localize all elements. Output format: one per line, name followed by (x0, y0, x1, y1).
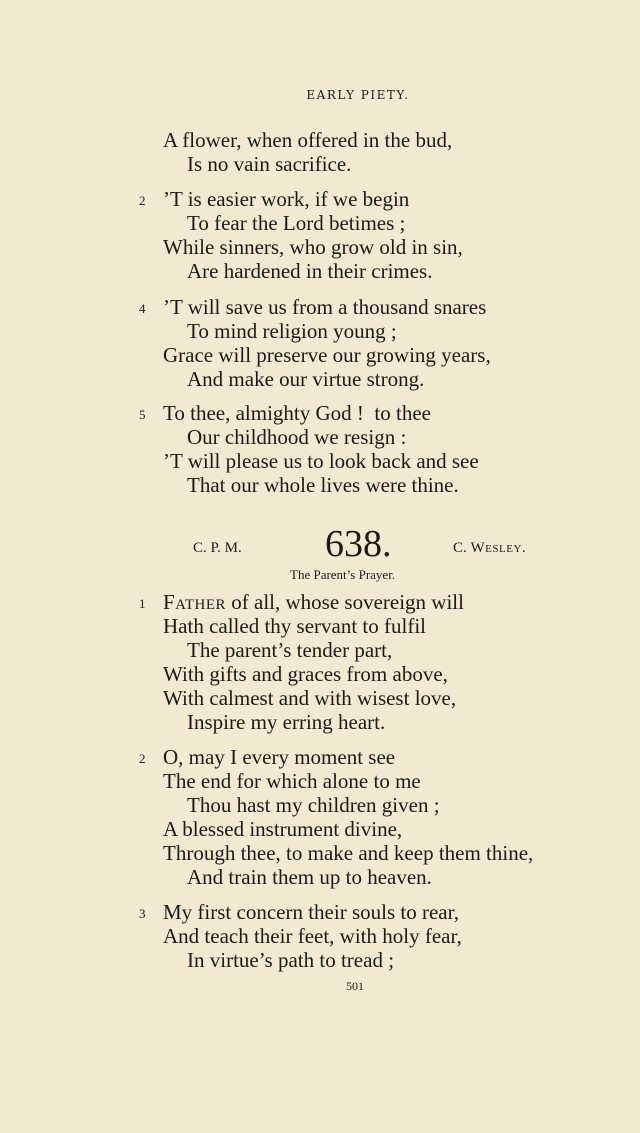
hymn-number: 638. (325, 523, 392, 565)
verse-line: A blessed instrument divine, (163, 817, 403, 841)
verse-line: Grace will preserve our growing years, (163, 343, 491, 367)
verse-line-rest: of all, whose sovereign will (226, 590, 464, 614)
verse-line: With gifts and graces from above, (163, 662, 448, 686)
first-word: Father (163, 590, 227, 614)
hymn-subtitle: The Parent’s Prayer. (290, 567, 396, 582)
verse-line: Is no vain sacrifice. (187, 152, 352, 176)
page-number: 501 (346, 979, 364, 993)
verse-line: A flower, when offered in the bud, (163, 128, 453, 152)
stanza-number: 3 (139, 906, 146, 921)
verse-line: To mind religion young ; (187, 319, 397, 343)
verse-line: With calmest and with wisest love, (163, 686, 457, 710)
verse-line: And teach their feet, with holy fear, (163, 924, 462, 948)
verse-line: The parent’s tender part, (187, 638, 393, 662)
stanza-number: 4 (139, 301, 146, 316)
verse-line: My first concern their souls to rear, (163, 900, 459, 924)
stanza-number: 1 (139, 596, 146, 611)
verse-line: The end for which alone to me (163, 769, 421, 793)
stanza-number: 2 (139, 193, 146, 208)
verse-line: Inspire my erring heart. (187, 710, 386, 734)
verse-line: In virtue’s path to tread ; (187, 948, 395, 972)
verse-line: ’T will save us from a thousand snares (163, 295, 487, 319)
verse-line: And train them up to heaven. (187, 865, 432, 889)
verse-line: Are hardened in their crimes. (187, 259, 433, 283)
verse-line: And make our virtue strong. (187, 367, 425, 391)
hymn-meter: C. P. M. (193, 540, 242, 556)
stanza-number: 5 (139, 407, 146, 422)
verse-line: To thee, almighty God ! to thee (163, 401, 431, 425)
verse-line: To fear the Lord betimes ; (187, 211, 406, 235)
author-surname: Wesley. (470, 540, 527, 556)
verse-line: While sinners, who grow old in sin, (163, 235, 463, 259)
verse-line: Hath called thy servant to fulfil (163, 614, 427, 638)
verse-line: Through thee, to make and keep them thine, (163, 841, 534, 865)
verse-line: Our childhood we resign : (187, 425, 407, 449)
running-header: EARLY PIETY. (306, 88, 410, 102)
verse-line: O, may I every moment see (163, 745, 396, 769)
hymn-author (453, 540, 526, 557)
author-initial: C. (453, 540, 467, 556)
stanza-number: 2 (139, 751, 146, 766)
verse-line: Thou hast my children given ; (187, 793, 440, 817)
verse-line: ’T will please us to look back and see (163, 449, 479, 473)
verse-line (163, 590, 464, 614)
verse-line: That our whole lives were thine. (187, 473, 459, 497)
verse-line: ’T is easier work, if we begin (163, 187, 410, 211)
